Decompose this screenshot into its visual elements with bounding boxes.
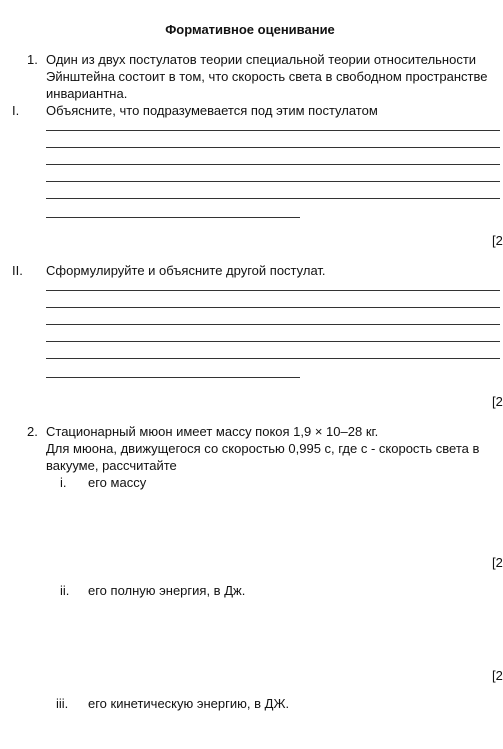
answer-line [46, 341, 500, 342]
question-1-line-3: инвариантна. [46, 86, 128, 101]
question-2-line-1: Стационарный мюон имеет массу покоя 1,9 × 10–28 кг. [46, 424, 379, 439]
question-2-number: 2. [27, 424, 38, 439]
sub-ii-prompt: его полную энергия, в Дж. [88, 583, 246, 598]
part-ii-label: II. [12, 263, 23, 278]
sub-i-prompt: его массу [88, 475, 147, 490]
answer-line [46, 377, 300, 378]
part-i-prompt: Объясните, что подразумевается под этим постулатом [46, 103, 378, 118]
question-2-line-2: Для мюона, движущегося со скоростью 0,995 с, где с - скорость света в [46, 441, 480, 456]
answer-line [46, 307, 500, 308]
question-1-line-2: Эйнштейна состоит в том, что скорость света в свободном пространстве [46, 69, 488, 84]
answer-line [46, 324, 500, 325]
answer-line [46, 358, 500, 359]
part-ii-prompt: Сформулируйте и объясните другой постулат. [46, 263, 326, 278]
sub-iii-label: iii. [56, 696, 69, 711]
mark-allocation: [2 [492, 668, 503, 683]
answer-line [46, 290, 500, 291]
question-1-line-1: Один из двух постулатов теории специальной теории относительности [46, 52, 477, 67]
part-i-label: I. [12, 103, 20, 118]
mark-allocation: [2 [492, 233, 503, 248]
question-2-line-3: вакууме, рассчитайте [46, 458, 177, 473]
answer-line [46, 147, 500, 148]
mark-allocation: [2 [492, 555, 503, 570]
sub-iii-prompt: его кинетическую энергию, в ДЖ. [88, 696, 290, 711]
answer-line [46, 164, 500, 165]
answer-line [46, 217, 300, 218]
sub-i-label: i. [60, 475, 67, 490]
answer-line [46, 198, 500, 199]
mark-allocation: [2 [492, 394, 503, 409]
answer-line [46, 181, 500, 182]
answer-line [46, 130, 500, 131]
sub-ii-label: ii. [60, 583, 70, 598]
page-title: Формативное оценивание [165, 22, 335, 37]
question-1-number: 1. [27, 52, 38, 67]
